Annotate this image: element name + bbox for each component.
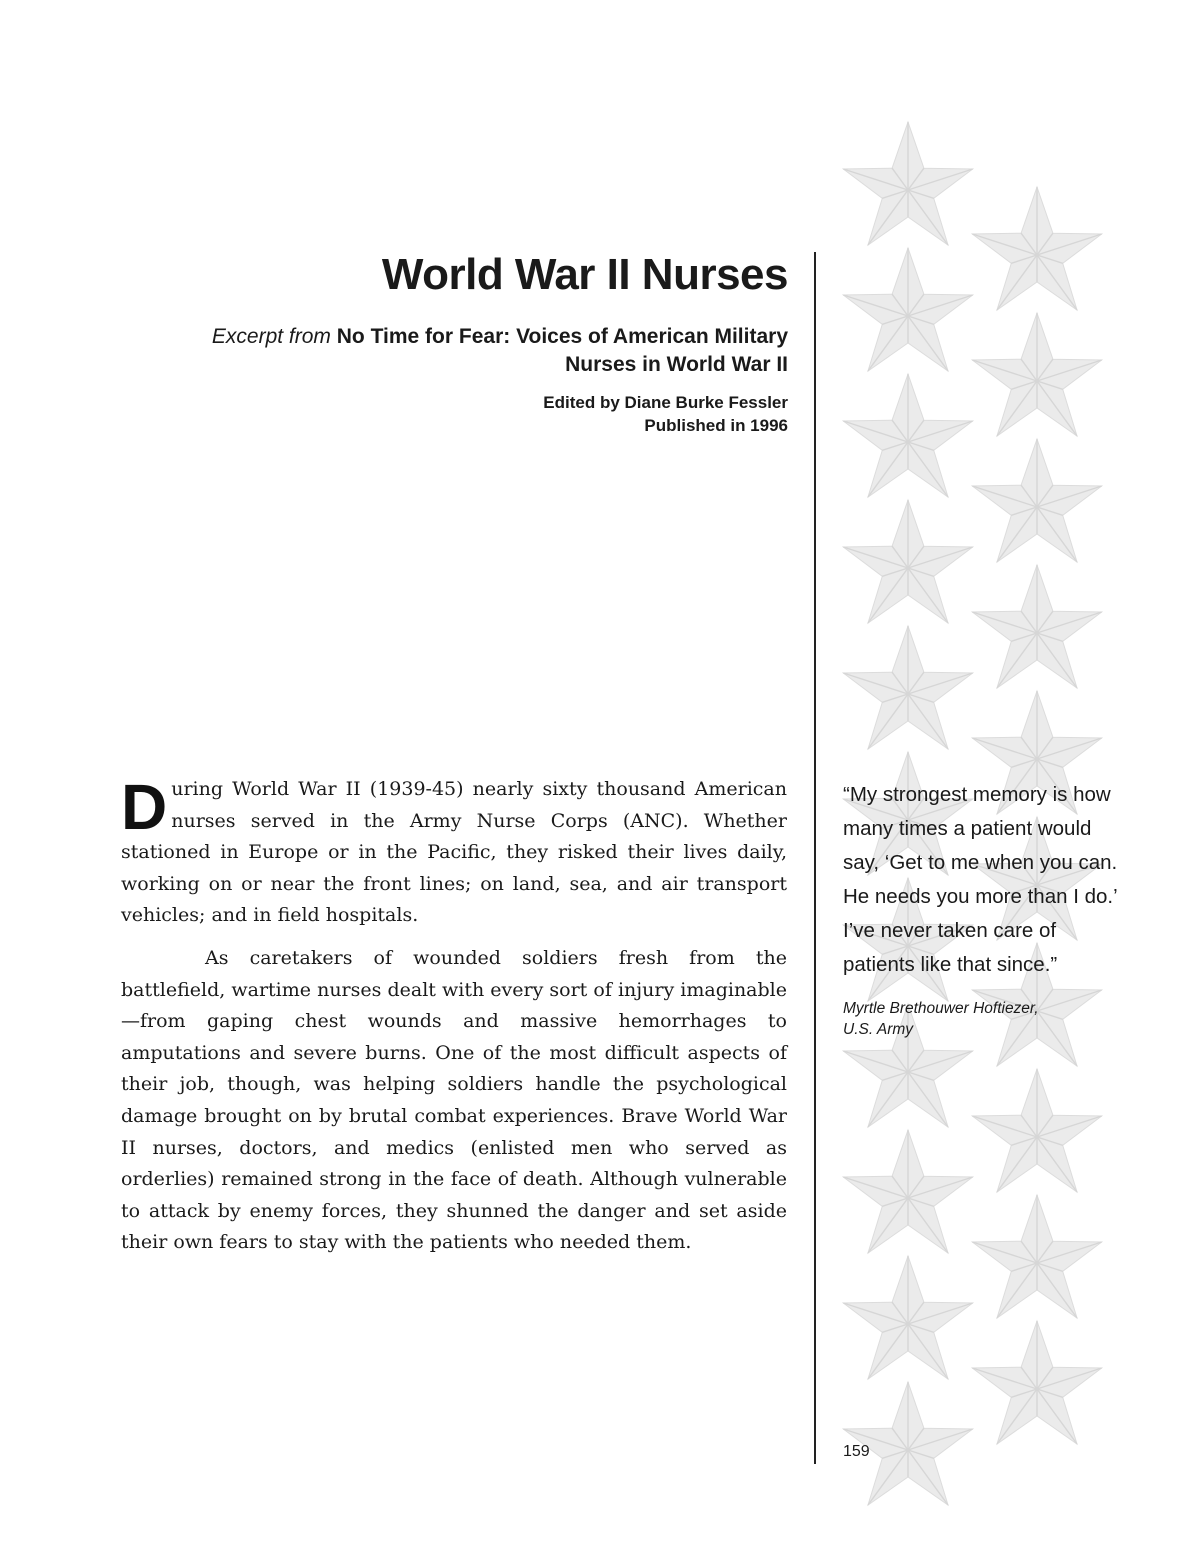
title-block [88, 250, 788, 437]
nautical-star-icon [843, 1130, 972, 1253]
page-number: 159 [843, 1443, 870, 1460]
excerpt-lead: Excerpt from [211, 324, 331, 348]
nautical-star-icon [843, 374, 972, 497]
body-text [121, 771, 787, 1259]
vertical-divider [814, 252, 816, 1464]
nautical-star-icon [972, 565, 1101, 688]
attribution-name: Myrtle Brethouwer Hoftiezer, [843, 1000, 1039, 1017]
publication-year: Published in 1996 [644, 415, 788, 435]
drop-cap: D [121, 771, 168, 843]
nautical-star-icon [972, 1195, 1101, 1318]
nautical-star-icon [843, 122, 972, 245]
paragraph-1 [121, 771, 787, 932]
nautical-star-icon [972, 1321, 1101, 1444]
source-title-line1: No Time for Fear: Voices of American Military [336, 324, 788, 348]
nautical-star-icon [972, 313, 1101, 436]
nautical-star-icon [972, 439, 1101, 562]
nautical-star-icon [843, 248, 972, 371]
nautical-star-icon [843, 626, 972, 749]
editor-credit: Edited by Diane Burke Fessler [543, 392, 788, 412]
nautical-star-icon [972, 187, 1101, 310]
paragraph-1-text: uring World War II (1939-45) nearly sixty thousand American nurses served in the Army Nurse Corps (ANC). Whether stationed in Europe or in the Pacific, they risked their lives daily, working on or near the front lines; on land, sea, and air transport vehicles; and in field hospitals. [121, 778, 787, 927]
nautical-star-icon [843, 1256, 972, 1379]
attribution-branch: U.S. Army [843, 1021, 914, 1038]
excerpt-source [88, 323, 788, 379]
source-title-line2: Nurses in World War II [565, 352, 788, 376]
nautical-star-icon [972, 1069, 1101, 1192]
sidebar-quote [843, 778, 1118, 1040]
nautical-star-icon [843, 500, 972, 623]
paragraph-2: As caretakers of wounded soldiers fresh from the battlefield, wartime nurses dealt with every sort of injury imaginable—from gaping chest wounds and massive hemorrhages to amputations and severe burns. One of the most difficult aspects of their job, though, was helping soldiers handle the psychological damage brought on by brutal combat experiences. Brave World War II nurses, doctors, and medics (enlisted men who served as orderlies) remained strong in the face of death. Although vulnerable to attack by enemy forces, they shunned the danger and set aside their own fears to stay with the patients who needed them. [121, 946, 787, 1254]
pull-quote: “My strongest memory is how many times a patient would say, ‘Get to me when you can. He needs you more than I do.’ I’ve never taken care of patients like that since.” [843, 783, 1118, 976]
quote-attribution [843, 998, 1118, 1040]
page-title: World War II Nurses [381, 250, 788, 299]
